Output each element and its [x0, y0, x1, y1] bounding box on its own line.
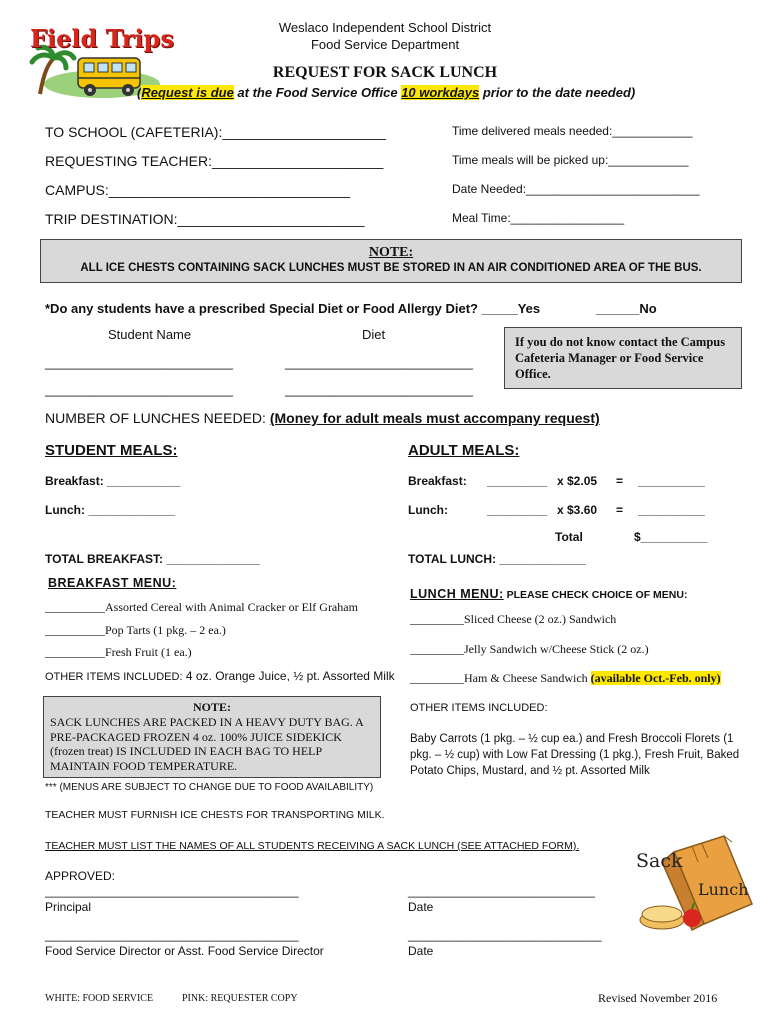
adult-total-label: Total	[555, 530, 583, 544]
principal-label: Principal	[45, 900, 92, 914]
student-name-line-2[interactable]: __________________________	[45, 382, 233, 397]
menus-subject-note: *** (MENUS ARE SUBJECT TO CHANGE DUE TO FOOD AVAILABILITY)	[45, 782, 374, 793]
note-title: NOTE:	[368, 245, 414, 260]
ice-chest-note-box	[40, 239, 742, 283]
workdays-highlight: 10 workdays	[401, 85, 480, 100]
total-lunch-field[interactable]: TOTAL LUNCH: _____________	[408, 552, 587, 566]
lunch-menu-instruction: PLEASE CHECK CHOICE OF MENU:	[503, 589, 688, 601]
note2-text: SACK LUNCHES ARE PACKED IN A HEAVY DUTY BAG. A PRE-PACKAGED FROZEN 4 oz. 100% JUICE SIDEKICK (frozen treat) IS INCLUDED IN EACH BAG TO HELP MAINTAIN FOOD TEMPERATURE.	[50, 715, 364, 773]
principal-signature-line[interactable]: ______________________________________	[45, 884, 299, 898]
due-notice	[137, 85, 635, 100]
student-meals-heading: STUDENT MEALS:	[45, 442, 178, 459]
adult-breakfast-equals: =	[616, 474, 624, 488]
note2-title: NOTE:	[192, 700, 231, 714]
adult-meals-heading: ADULT MEALS:	[408, 442, 520, 459]
principal-date-line[interactable]: ____________________________	[408, 884, 595, 898]
adult-lunch-result[interactable]: __________	[638, 503, 705, 517]
breakfast-item-cereal[interactable]: __________Assorted Cereal with Animal Cracker or Elf Graham	[45, 600, 358, 614]
student-breakfast-field[interactable]: Breakfast: ___________	[45, 474, 181, 488]
pink-copy-label: PINK: REQUESTER COPY	[182, 993, 298, 1004]
principal-date-label: Date	[408, 900, 434, 914]
student-lunch-field[interactable]: Lunch: _____________	[45, 503, 176, 517]
director-signature-line[interactable]: ______________________________________	[45, 928, 299, 942]
lunch-menu-header	[410, 585, 687, 603]
sack-lunch-logo	[632, 832, 757, 937]
field-trip-destination[interactable]: TRIP DESTINATION:________________________	[45, 211, 365, 227]
names-list-note: TEACHER MUST LIST THE NAMES OF ALL STUDENTS RECEIVING A SACK LUNCH (SEE ATTACHED FORM).	[45, 840, 580, 852]
field-meal-time[interactable]: Meal Time:_________________	[452, 211, 625, 225]
adult-breakfast-result[interactable]: __________	[638, 474, 705, 488]
approved-label: APPROVED:	[45, 869, 116, 883]
diet-no[interactable]: ______No	[596, 301, 657, 316]
field-time-picked-up[interactable]: Time meals will be picked up:____________	[452, 153, 689, 167]
due-mid: at the Food Service Office	[233, 85, 402, 100]
field-requesting-teacher[interactable]: REQUESTING TEACHER:______________________	[45, 153, 384, 169]
due-end: prior to the date needed)	[479, 85, 636, 100]
breakfast-item-fruit[interactable]: __________Fresh Fruit (1 ea.)	[45, 645, 192, 659]
diet-question: *Do any students have a prescribed Special Diet or Food Allergy Diet? _____Yes	[45, 301, 541, 316]
lunch-other-text: Baby Carrots (1 pkg. – ½ cup ea.) and Fresh Broccoli Florets (1 pkg. – ½ cup) with Low Fat Dressing (1 pkg.), Fresh Fruit, Baked Potato Chips, Mustard, and ½ pt. Assorted Milk	[410, 733, 740, 777]
field-to-school[interactable]: TO SCHOOL (CAFETERIA):_____________________	[45, 124, 386, 140]
lunch-item-ham-cheese[interactable]	[410, 671, 721, 686]
ham-cheese-label: _________Ham & Cheese Sandwich	[410, 671, 591, 685]
diet-line-1[interactable]: __________________________	[285, 355, 473, 370]
breakfast-item-pop-tarts[interactable]: __________Pop Tarts (1 pkg. – 2 ea.)	[45, 623, 226, 637]
col-diet: Diet	[362, 327, 386, 342]
lunches-needed	[45, 410, 600, 426]
field-date-needed[interactable]: Date Needed:__________________________	[452, 182, 700, 196]
adult-breakfast-label: Breakfast:	[408, 474, 467, 488]
lunch-menu-heading: LUNCH MENU:	[410, 587, 504, 601]
adult-lunch-equals: =	[616, 503, 624, 517]
lunch-item-jelly[interactable]: _________Jelly Sandwich w/Cheese Stick (2 oz.)	[410, 642, 649, 656]
due-paren: (	[137, 85, 142, 100]
sack-word: Sack	[636, 850, 683, 872]
adult-breakfast-blank[interactable]: _________	[487, 474, 548, 488]
field-trips-logo-text: Field Trips	[30, 24, 174, 53]
note-text: ALL ICE CHESTS CONTAINING SACK LUNCHES MUST BE STORED IN AN AIR CONDITIONED AREA OF THE BUS.	[80, 262, 702, 274]
student-name-line-1[interactable]: __________________________	[45, 355, 233, 370]
lunches-label: NUMBER OF LUNCHES NEEDED:	[45, 410, 270, 426]
lunch-word: Lunch	[698, 880, 749, 899]
director-date-label: Date	[408, 944, 434, 958]
sack-lunch-note-box	[43, 696, 381, 778]
field-time-delivered[interactable]: Time delivered meals needed:____________	[452, 124, 693, 138]
ice-chests-note: TEACHER MUST FURNISH ICE CHESTS FOR TRANSPORTING MILK.	[45, 809, 385, 821]
col-student-name: Student Name	[108, 327, 192, 342]
form-title: REQUEST FOR SACK LUNCH	[272, 64, 498, 81]
adult-total-value[interactable]: $__________	[634, 530, 708, 544]
field-campus[interactable]: CAMPUS:_______________________________	[45, 182, 351, 198]
adult-lunch-price: x $3.60	[557, 503, 598, 517]
director-date-line[interactable]: _____________________________	[408, 928, 602, 942]
breakfast-other-items	[45, 669, 395, 683]
adult-breakfast-price: x $2.05	[557, 474, 598, 488]
department-name: Food Service Department	[310, 37, 460, 52]
money-notice: (Money for adult meals must accompany request)	[269, 410, 600, 426]
breakfast-other-label: OTHER ITEMS INCLUDED:	[45, 671, 183, 683]
contact-box: If you do not know contact the Campus Cafeteria Manager or Food Service Office.	[504, 327, 742, 389]
diet-line-2[interactable]: __________________________	[285, 382, 473, 397]
revised-date: Revised November 2016	[598, 991, 718, 1005]
white-copy-label: WHITE: FOOD SERVICE	[45, 993, 154, 1004]
request-due-highlight: Request is due	[141, 85, 234, 100]
adult-lunch-blank[interactable]: _________	[487, 503, 548, 517]
breakfast-menu-heading: BREAKFAST MENU:	[48, 576, 177, 590]
lunch-item-sliced-cheese[interactable]: _________Sliced Cheese (2 oz.) Sandwich	[410, 612, 617, 626]
adult-lunch-label: Lunch:	[408, 503, 448, 517]
total-breakfast-field[interactable]: TOTAL BREAKFAST: ______________	[45, 552, 260, 566]
director-label: Food Service Director or Asst. Food Service Director	[45, 944, 324, 958]
district-name: Weslaco Independent School District	[278, 20, 492, 35]
breakfast-other-text: 4 oz. Orange Juice, ½ pt. Assorted Milk	[182, 669, 395, 683]
availability-highlight: (available Oct.-Feb. only)	[590, 671, 721, 685]
lunch-other-label: OTHER ITEMS INCLUDED:	[410, 702, 548, 714]
